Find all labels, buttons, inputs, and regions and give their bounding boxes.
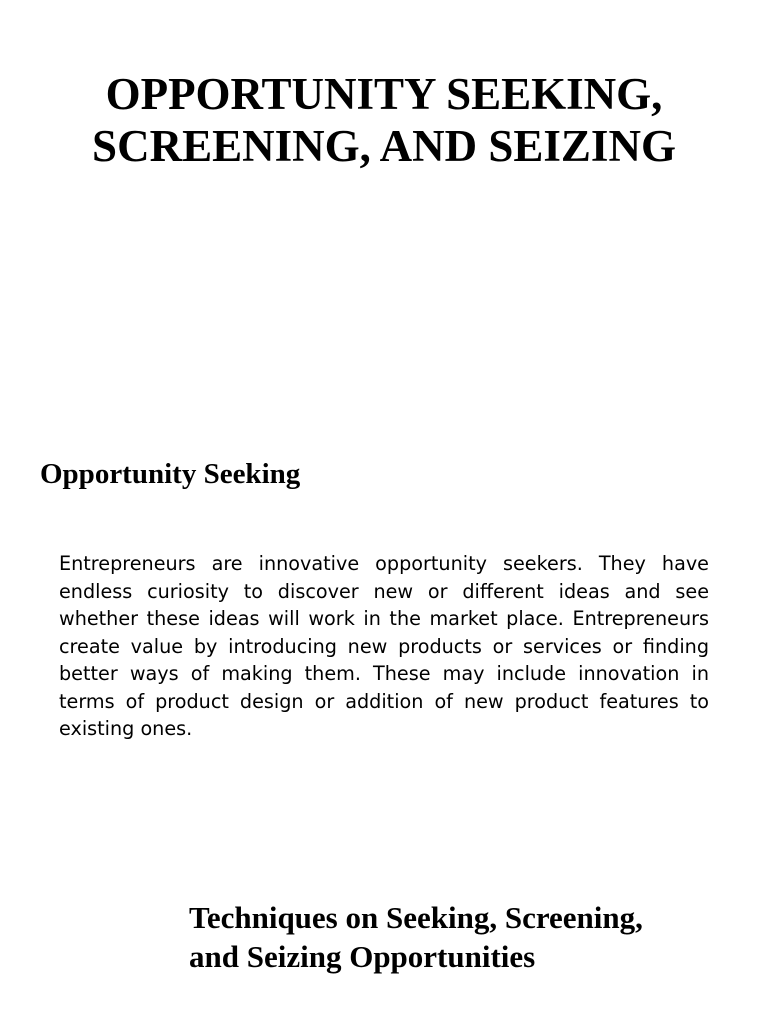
next-heading-line-1: Techniques on Seeking, Screening, xyxy=(189,900,643,935)
document-title xyxy=(0,68,768,172)
title-line-2: SCREENING, AND SEIZING xyxy=(92,121,676,171)
section-heading: Opportunity Seeking xyxy=(40,458,301,490)
next-heading-line-2: and Seizing Opportunities xyxy=(189,939,536,974)
section-paragraph: Entrepreneurs are innovative opportunity seekers. They have endless curiosity to discover new or different ideas and see whether these ideas will work in the market place. Entrepreneurs create value by introducing new products or services or finding better ways of making them. These may include innovation in terms of product design or addition of new product features to existing ones. xyxy=(59,552,709,740)
title-line-1: OPPORTUNITY SEEKING, xyxy=(105,69,663,119)
next-section-heading xyxy=(189,898,729,976)
title-slide xyxy=(0,0,768,250)
